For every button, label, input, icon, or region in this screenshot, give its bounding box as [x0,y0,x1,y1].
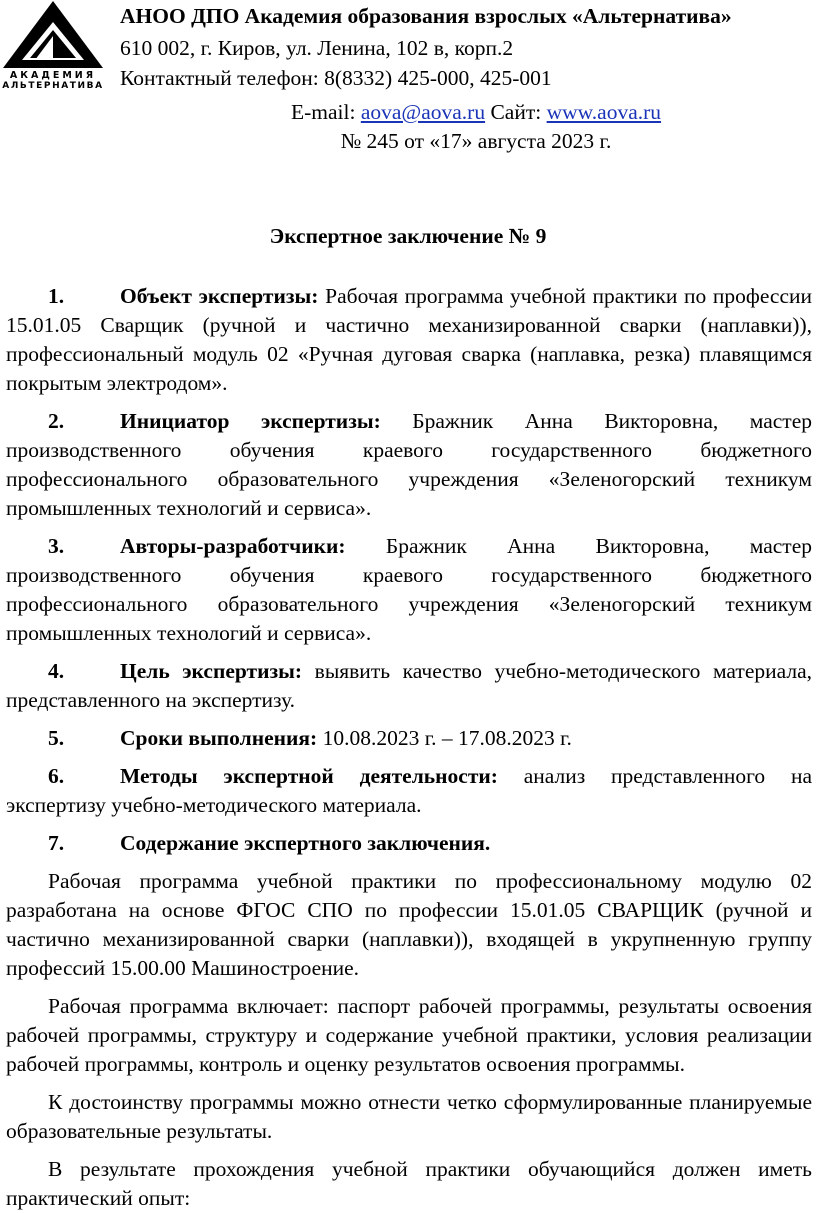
item-label: Содержание экспертного заключения. [120,831,491,855]
numbered-item-2 [6,407,812,523]
document-number: № 245 от «17» августа 2023 г. [340,129,612,153]
site-label: Сайт: [490,100,542,124]
item-label: Авторы-разработчики: [120,534,346,558]
item-number: 2. [48,409,65,433]
logo-text-alternativa: АЛЬТЕРНАТИВА [2,81,104,91]
item-label: Инициатор экспертизы: [120,409,381,433]
numbered-item-5 [6,724,812,753]
body-paragraph-4: В результате прохождения учебной практики обучающийся должен иметь практический опыт: [6,1157,812,1210]
item-label: Методы экспертной деятельности: [120,764,498,788]
academy-logo [2,0,104,96]
item-text: Бражник Анна Викторовна, мастер производственного обучения краевого государственного бюджетного профессионального образовательного учреждения «Зеленогорский техникум промышленных технологий и сервиса». [6,409,812,520]
item-label: Сроки выполнения: [120,726,318,750]
item-number: 4. [48,659,65,683]
item-number: 3. [48,534,65,558]
item-label: Объект экспертизы: [120,284,319,308]
item-number: 1. [48,284,65,308]
numbered-item-6 [6,762,812,820]
document-title: Экспертное заключение № 9 [269,224,547,248]
item-text: Рабочая программа учебной практики по профессии 15.01.05 Сварщик (ручной и частично механизированной сварки (наплавки)), профессиональный модуль 02 «Ручная дуговая сварка (наплавка, резка) плавящимся покрытым электродом». [6,284,813,395]
site-link[interactable]: www.aova.ru [546,100,662,124]
body-paragraph-1: Рабочая программа учебной практики по профессиональному модулю 02 разработана на основе ФГОС СПО по профессии 15.01.05 СВАРЩИК (ручной и частично механизированной сварки (наплавки)), входящей в укрупненную группу профессий 15.00.00 Машиностроение. [6,869,812,980]
item-label: Цель экспертизы: [120,659,303,683]
item-text: 10.08.2023 г. – 17.08.2023 г. [322,726,572,750]
logo-text-academy: АКАДЕМИЯ [9,70,97,81]
organization-phone: Контактный телефон: 8(8332) 425-000, 425-001 [120,66,552,90]
numbered-item-1 [6,282,812,398]
item-text: анализ представленного на экспертизу учебно-методического материала. [6,764,813,817]
numbered-item-7 [6,829,812,858]
organization-address: 610 002, г. Киров, ул. Ленина, 102 в, корп.2 [120,36,514,60]
triangle-logo-icon [2,0,104,70]
item-number: 5. [48,726,65,750]
body-paragraph-2: Рабочая программа включает: паспорт рабочей программы, результаты освоения рабочей программы, структуру и содержание учебной практики, условия реализации рабочей программы, контроль и оценку результатов освоения программы. [6,994,812,1076]
numbered-item-3 [6,532,812,648]
numbered-item-4 [6,657,812,715]
email-link[interactable]: aova@aova.ru [360,100,486,124]
item-number: 7. [48,831,65,855]
item-text: выявить качество учебно-методического материала, представленного на экспертизу. [6,659,812,712]
organization-name: АНОО ДПО Академия образования взрослых «Альтернатива» [120,4,732,28]
contact-line [0,99,816,125]
item-number: 6. [48,764,65,788]
document-body [6,282,812,1213]
body-paragraph-3: К достоинству программы можно отнести четко сформулированные планируемые образовательные результаты. [6,1090,812,1143]
item-text: Бражник Анна Викторовна, мастер производственного обучения краевого государственного бюджетного профессионального образовательного учреждения «Зеленогорский техникум промышленных технологий и сервиса». [6,534,812,645]
email-label: E-mail: [290,100,356,124]
